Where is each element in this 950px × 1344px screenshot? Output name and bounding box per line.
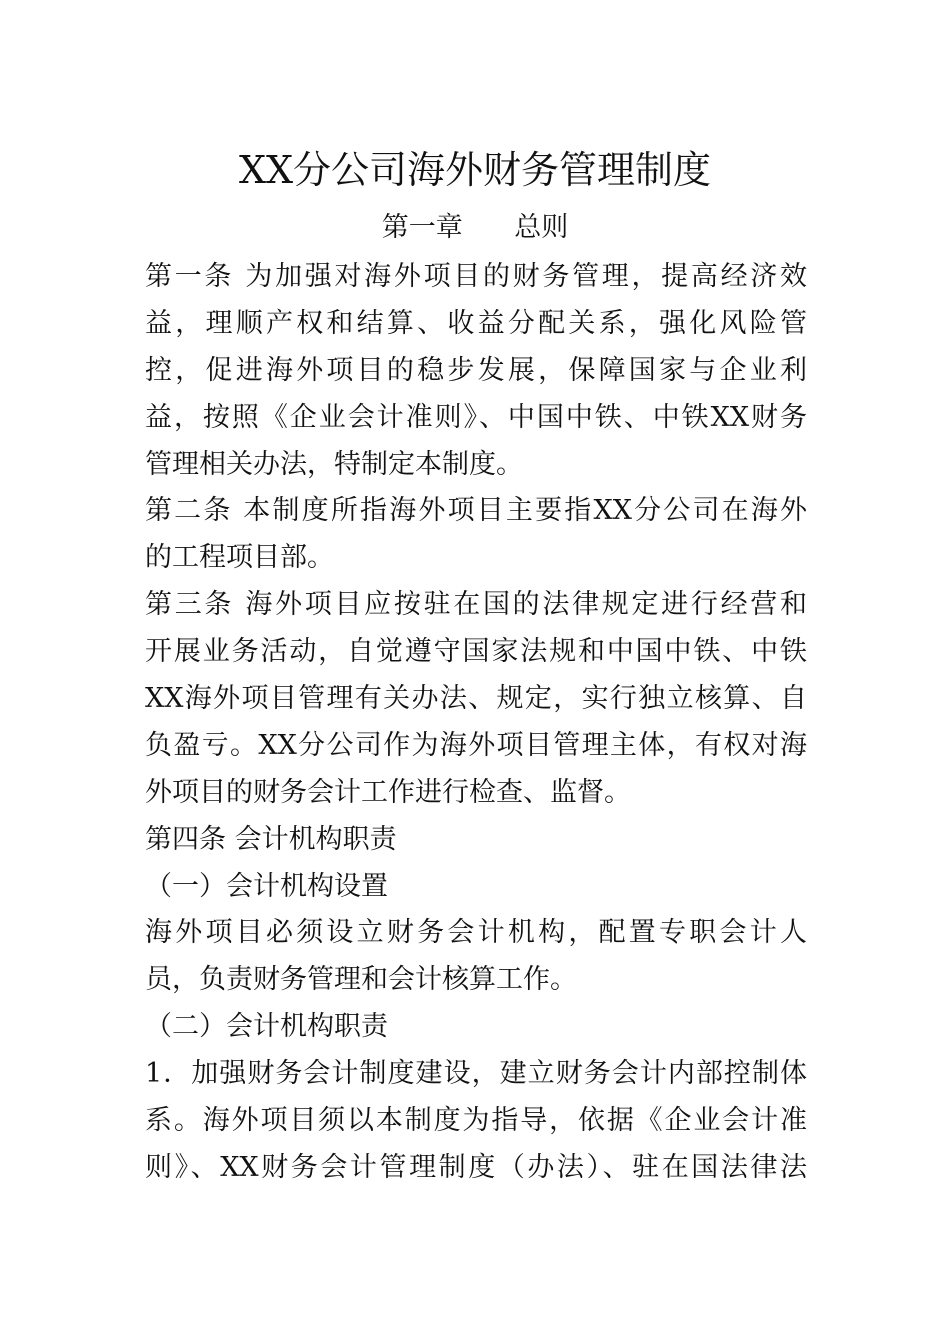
chapter-heading: 第一章 总则 — [381, 212, 569, 243]
document-title: XX分公司海外财务管理制度 — [238, 148, 712, 192]
item-1-line-1: 1．加强财务会计制度建设，建立财务会计内部控制体 — [145, 1058, 807, 1090]
article-3-line-1: 第三条 海外项目应按驻在国的法律规定进行经营和 — [145, 589, 807, 621]
article-1-line-2: 益，理顺产权和结算、收益分配关系，强化风险管 — [145, 307, 807, 339]
article-3-line-4: 负盈亏。XX分公司作为海外项目管理主体，有权对海 — [145, 729, 807, 761]
item-1-line-2: 系。海外项目须以本制度为指导，依据《企业会计准 — [145, 1105, 807, 1137]
article-2-line-1: 第二条 本制度所指海外项目主要指XX分公司在海外 — [145, 495, 807, 527]
article-1-line-3: 控，促进海外项目的稳步发展，保障国家与企业利 — [145, 354, 807, 386]
item-1-line-3: 则》、XX财务会计管理制度（办法）、驻在国法律法 — [145, 1151, 807, 1183]
article-1-line-4: 益，按照《企业会计准则》、中国中铁、中铁XX财务 — [145, 401, 807, 433]
section-2-heading: （二）会计机构职责 — [145, 1011, 388, 1043]
section-1-line-1: 海外项目必须设立财务会计机构，配置专职会计人 — [145, 917, 807, 949]
section-1-line-2: 员，负责财务管理和会计核算工作。 — [145, 964, 577, 996]
section-1-heading: （一）会计机构设置 — [145, 870, 388, 902]
article-3-line-3: XX海外项目管理有关办法、规定，实行独立核算、自 — [145, 683, 807, 715]
article-3-line-5: 外项目的财务会计工作进行检查、监督。 — [145, 776, 631, 808]
article-3-line-2: 开展业务活动，自觉遵守国家法规和中国中铁、中铁 — [145, 636, 807, 668]
article-4-heading: 第四条 会计机构职责 — [145, 823, 397, 855]
article-2-line-2: 的工程项目部。 — [145, 542, 334, 574]
document-body — [145, 254, 807, 1192]
article-1-line-5: 管理相关办法，特制定本制度。 — [145, 448, 523, 480]
article-1-line-1: 第一条 为加强对海外项目的财务管理，提高经济效 — [145, 261, 807, 292]
